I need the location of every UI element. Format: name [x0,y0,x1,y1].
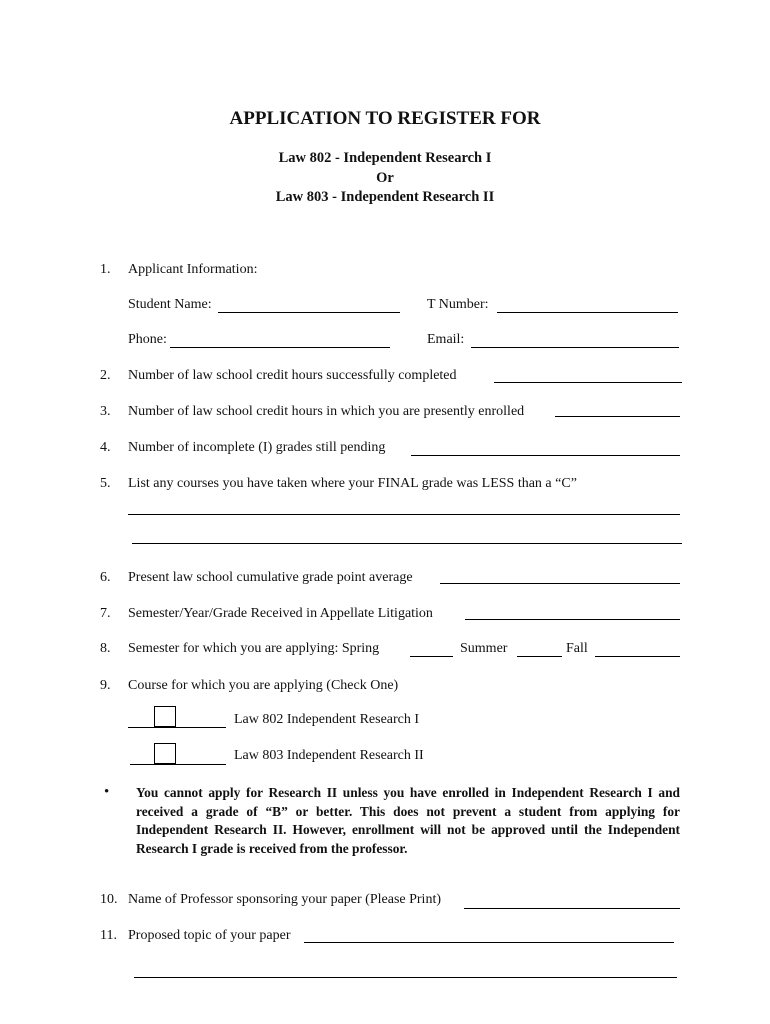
q1-label: Applicant Information: [128,262,258,277]
q6-label: Present law school cumulative grade point average [128,570,413,585]
summer-field[interactable] [517,656,562,657]
summer-label: Summer [460,641,508,656]
incomplete-grades-field[interactable] [411,455,680,456]
law-802-option-label: Law 802 Independent Research I [234,712,420,727]
course-1-heading: Law 802 - Independent Research I [278,150,492,166]
q1-number: 1. [100,262,111,277]
q8-number: 8. [100,641,111,656]
low-grade-courses-line-2[interactable] [132,543,682,544]
q9-label: Course for which you are applying (Check One) [128,678,399,693]
paper-topic-field[interactable] [304,942,674,943]
q4-label: Number of incomplete (I) grades still pending [128,440,386,455]
fall-label: Fall [566,641,588,656]
t-number-label: T Number: [427,297,489,312]
q5-label: List any courses you have taken where your FINAL grade was LESS than a “C” [128,476,577,491]
q8-label: Semester for which you are applying: Spring [128,641,380,656]
course-2-heading: Law 803 - Independent Research II [275,189,495,205]
law-803-checkbox[interactable] [154,743,176,764]
option2-line [130,764,226,765]
phone-field[interactable] [170,347,390,348]
q6-number: 6. [100,570,111,585]
enrollment-notice: You cannot apply for Research II unless you have enrolled in Independent Research I and received a grade of “B” or better. This does not prevent a student from applying for Independent Research II. However, enrollment will not be approved until the Independent Research I grade is received from the professor. [136,785,680,856]
professor-name-field[interactable] [464,908,680,909]
law-802-checkbox[interactable] [154,706,176,727]
q3-label: Number of law school credit hours in which you are presently enrolled [128,404,525,419]
q4-number: 4. [100,440,111,455]
q10-label: Name of Professor sponsoring your paper (Please Print) [128,892,441,907]
email-label: Email: [427,332,465,347]
phone-label: Phone: [128,332,167,347]
appellate-litigation-field[interactable] [465,619,680,620]
paper-topic-line-2[interactable] [134,977,677,978]
page-title: APPLICATION TO REGISTER FOR [229,108,541,129]
q7-label: Semester/Year/Grade Received in Appellate Litigation [128,606,433,621]
q9-number: 9. [100,678,111,693]
notice-bullet: • [104,784,110,800]
fall-field[interactable] [595,656,680,657]
q5-number: 5. [100,476,111,491]
credit-hours-enrolled-field[interactable] [555,416,680,417]
q2-label: Number of law school credit hours successfully completed [128,368,457,383]
option1-line [128,727,226,728]
q7-number: 7. [100,606,111,621]
q2-number: 2. [100,368,111,383]
gpa-field[interactable] [440,583,680,584]
t-number-field[interactable] [497,312,678,313]
q10-number: 10. [100,892,118,907]
spring-field[interactable] [410,656,453,657]
student-name-label: Student Name: [128,297,212,312]
or-heading: Or [376,170,394,186]
credit-hours-completed-field[interactable] [494,382,682,383]
email-field[interactable] [471,347,679,348]
q11-number: 11. [100,928,117,943]
law-803-option-label: Law 803 Independent Research II [234,748,424,763]
q11-label: Proposed topic of your paper [128,928,291,943]
student-name-field[interactable] [218,312,400,313]
q3-number: 3. [100,404,111,419]
low-grade-courses-line-1[interactable] [128,514,680,515]
